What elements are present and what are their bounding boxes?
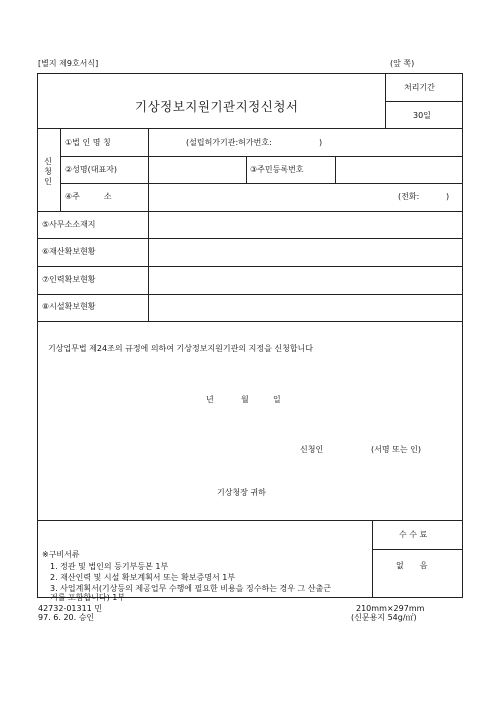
corp-name-note: (설립허가기관:허가번호: bbox=[186, 138, 272, 147]
date-year: 년 bbox=[206, 395, 214, 404]
paper-size: 210mm×297mm bbox=[356, 604, 425, 613]
addressee: 기상청장 귀하 bbox=[217, 488, 266, 497]
corp-name-note-close: ) bbox=[319, 138, 323, 147]
documents-top-line bbox=[37, 520, 463, 521]
phone-label: (전화: bbox=[398, 192, 420, 201]
document-item: 2. 재산인력 및 시설 확보계획서 또는 확보증명서 1부 bbox=[50, 573, 236, 582]
table-line bbox=[37, 321, 463, 322]
document-item: 3. 사업계획서(기상등의 제공업무 수행에 필요한 비용을 징수하는 경우 그 산출근 bbox=[50, 584, 331, 593]
document-item: 거를 포함합니다) 1부 bbox=[50, 593, 126, 602]
resident-no-divider bbox=[246, 156, 247, 183]
signature-label: (서명 또는 인) bbox=[371, 445, 421, 454]
label-column-divider bbox=[148, 128, 149, 321]
table-line bbox=[37, 294, 463, 295]
applicant-sign-label: 신청인 bbox=[300, 445, 324, 454]
address-label: ④주 소 bbox=[65, 192, 112, 201]
form-code: 42732-01311 민 bbox=[38, 604, 103, 613]
processing-row-line bbox=[385, 101, 463, 102]
applicant-group-label: 신 청 인 bbox=[44, 157, 52, 186]
staff-status-label: ⑦인력확보현황 bbox=[42, 275, 96, 284]
table-line bbox=[37, 128, 463, 129]
fee-value: 없 음 bbox=[396, 561, 428, 570]
phone-close: ) bbox=[446, 192, 450, 201]
facility-status-label: ⑧시설확보현황 bbox=[42, 302, 96, 311]
documents-title: ※구비서류 bbox=[42, 550, 80, 559]
capital-status-label: ⑥재산확보현황 bbox=[42, 247, 96, 256]
form-title: 기상정보지원기관지정신청서 bbox=[135, 99, 299, 114]
table-line bbox=[60, 156, 463, 157]
document-item: 1. 정관 및 법인의 등기부등본 1부 bbox=[50, 562, 169, 571]
representative-label: ②성명(대표자) bbox=[65, 165, 118, 174]
date-day: 일 bbox=[273, 395, 281, 404]
processing-period-label: 처리기간 bbox=[404, 83, 435, 92]
paper-type: (신문용지 54g/㎡) bbox=[351, 613, 417, 622]
approval-date: 97. 6. 20. 승인 bbox=[38, 613, 95, 622]
table-line bbox=[37, 211, 463, 212]
applicant-group-divider bbox=[60, 128, 61, 211]
resident-no-value-divider bbox=[335, 156, 336, 183]
corp-name-label: ①법 인 명 칭 bbox=[65, 138, 111, 147]
statement-body: 기상업무법 제24조의 규정에 의하여 기상정보지원기관의 지정을 신청합니다 bbox=[48, 344, 314, 353]
form-number: [별지 제9호서식] bbox=[38, 59, 99, 68]
fee-label: 수 수 료 bbox=[399, 530, 428, 539]
processing-period-value: 30일 bbox=[413, 111, 431, 120]
table-line bbox=[37, 238, 463, 239]
fee-row-line bbox=[372, 549, 463, 550]
page-side-label: (앞 쪽) bbox=[390, 59, 415, 68]
fee-divider bbox=[372, 520, 373, 598]
table-line bbox=[37, 266, 463, 267]
table-line bbox=[60, 183, 463, 184]
date-month: 월 bbox=[241, 395, 249, 404]
resident-no-label: ③주민등록번호 bbox=[250, 165, 304, 174]
office-location-label: ⑤사무소소재지 bbox=[42, 220, 96, 229]
